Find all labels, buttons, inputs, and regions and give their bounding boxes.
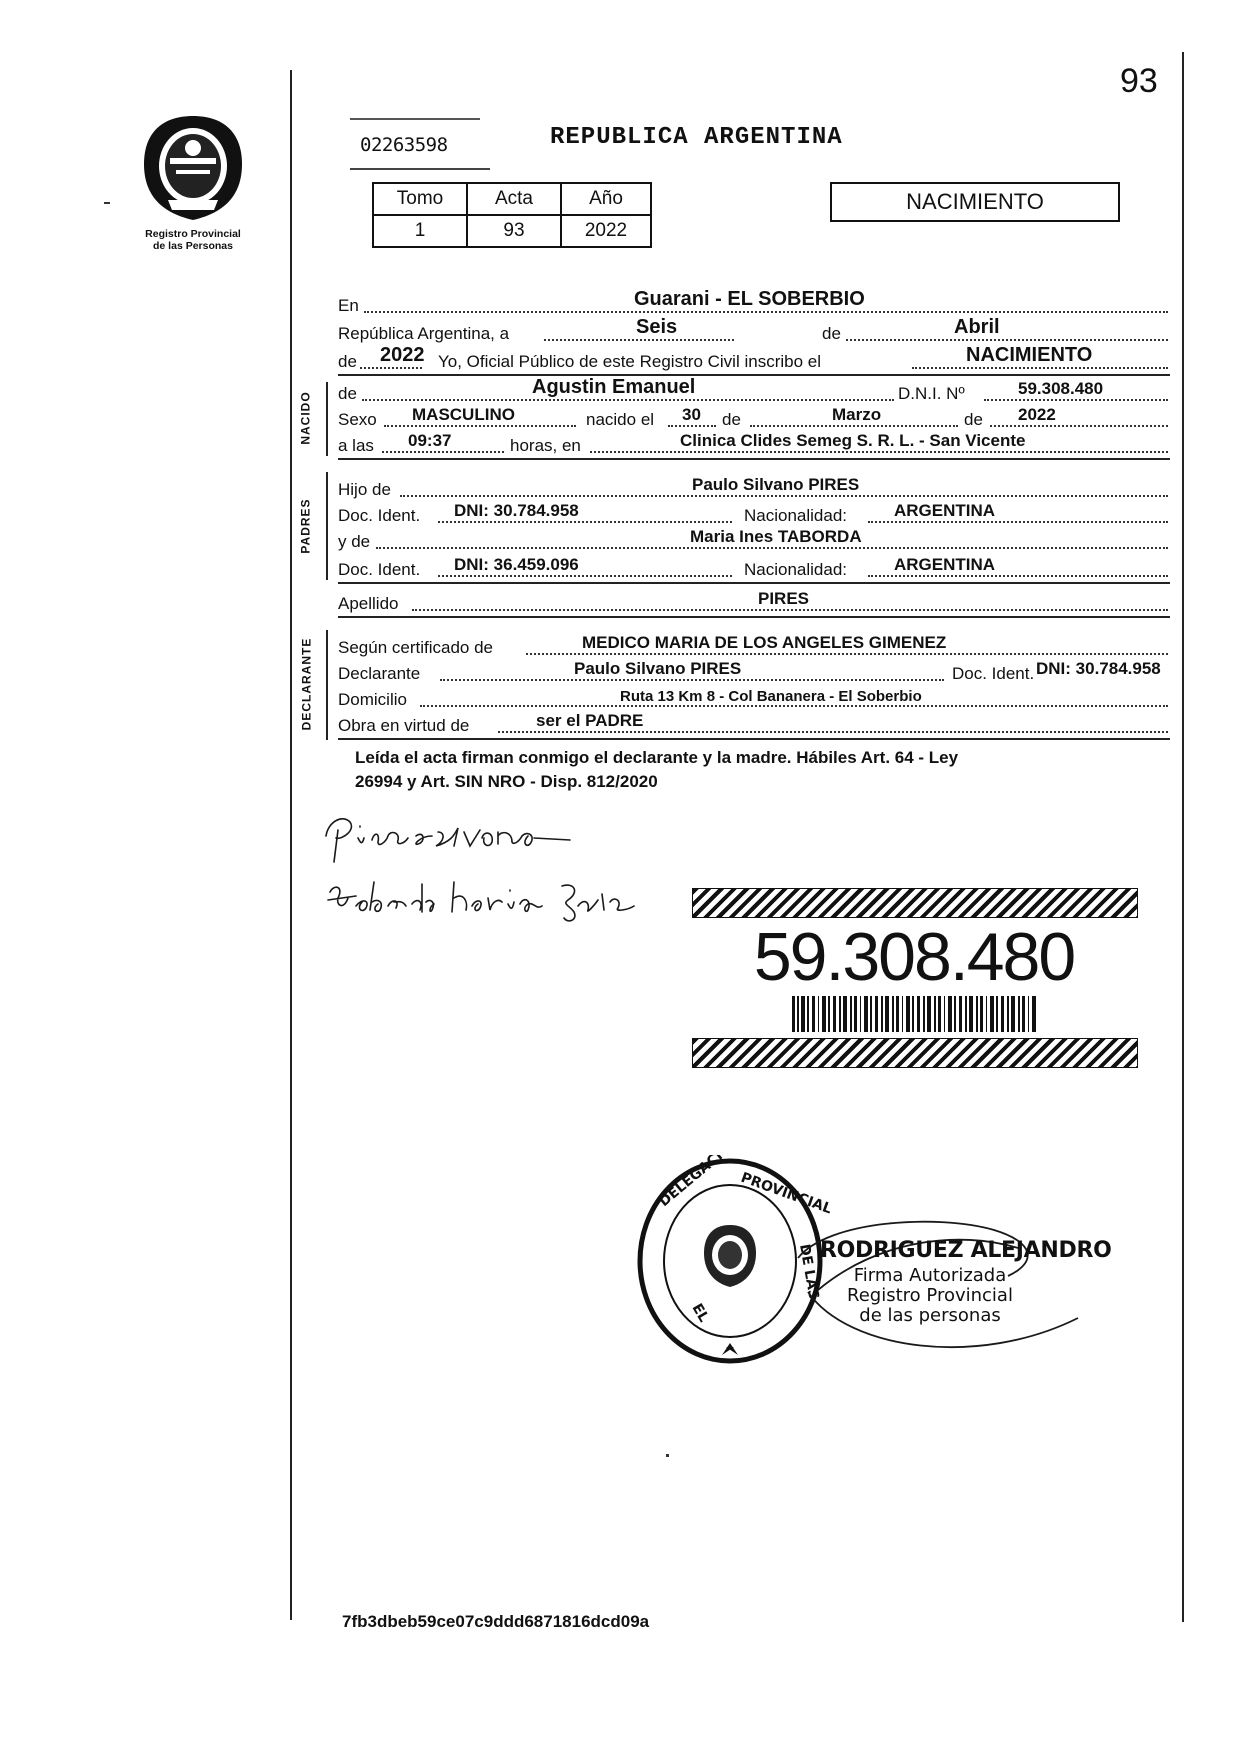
- row-anio: [338, 346, 1168, 372]
- left-margin-line: [290, 70, 292, 1620]
- row-nacido-nombre: [338, 378, 1168, 404]
- dots: [590, 451, 1168, 453]
- value-mes: Abril: [954, 316, 1000, 338]
- label-de: de: [964, 410, 983, 429]
- right-margin-line: [1182, 52, 1184, 1622]
- dots: [498, 731, 1168, 733]
- value-domicilio: Ruta 13 Km 8 - Col Bananera - El Soberbio: [620, 688, 922, 705]
- value-madre-doc: DNI: 36.459.096: [454, 555, 579, 574]
- section-label-declarante: DECLARANTE: [299, 637, 314, 731]
- label-sexo: Sexo: [338, 410, 377, 429]
- serial-number: 02263598: [360, 134, 448, 156]
- firma-line1: Firma Autorizada: [853, 1265, 1007, 1286]
- value-certificado: MEDICO MARIA DE LOS ANGELES GIMENEZ: [582, 633, 947, 652]
- label-republica: República Argentina, a: [338, 324, 510, 343]
- row-hijo-de: [338, 474, 1168, 500]
- row-padre-doc: [338, 500, 1168, 526]
- label-yo: Yo, Oficial Público de este Registro Civil inscribo el: [438, 352, 821, 371]
- logo-caption-line1: Registro Provincial: [145, 228, 241, 240]
- label-apellido: Apellido: [338, 594, 399, 613]
- page-number: 93: [1120, 62, 1158, 100]
- serial-box: [350, 112, 490, 174]
- authorized-signature: [800, 1200, 1130, 1370]
- row-en: [338, 290, 1168, 316]
- section-bar-nacido: [326, 382, 328, 456]
- row-domicilio: [338, 684, 1168, 710]
- dots: [362, 399, 894, 401]
- dots: [412, 609, 1168, 611]
- value-anio-acta: 2022: [380, 344, 425, 366]
- value-lugar-nac: Clinica Clides Semeg S. R. L. - San Vicente: [680, 431, 1026, 450]
- registry-table: [372, 182, 652, 248]
- logo-caption: [130, 228, 256, 252]
- dots: [382, 451, 504, 453]
- registry-table-header: [373, 183, 651, 215]
- label-doc-ident: Doc. Ident.: [338, 506, 421, 525]
- dots: [438, 575, 732, 577]
- separator-2: [338, 458, 1170, 460]
- section-bar-padres: [326, 472, 328, 580]
- document-hash: 7fb3dbeb59ce07c9ddd6871816dcd09a: [342, 1612, 650, 1631]
- dots: [440, 679, 944, 681]
- dots: [990, 425, 1168, 427]
- barcode-number: 59.308.480: [753, 919, 1075, 995]
- dots: [544, 339, 734, 341]
- svg-text:DE LAS: DE LAS: [796, 1242, 822, 1301]
- label-hijo-de: Hijo de: [338, 480, 391, 499]
- svg-text:PROVINCIAL: PROVINCIAL: [738, 1169, 830, 1218]
- section-bar-declarante: [326, 630, 328, 740]
- value-tipo: NACIMIENTO: [966, 344, 1093, 366]
- label-de: de: [338, 384, 357, 403]
- label-declarante: Declarante: [338, 664, 421, 683]
- label-doc-ident: Doc. Ident.: [952, 664, 1035, 683]
- header-acta: Acta: [467, 183, 561, 215]
- value-mes-nac: Marzo: [832, 405, 882, 424]
- label-segun: Según certificado de: [338, 638, 493, 657]
- label-dni: D.N.I. Nº: [898, 384, 965, 403]
- value-acta: 93: [467, 215, 561, 247]
- dots: [912, 367, 1168, 369]
- label-de2: de: [338, 352, 357, 371]
- value-sexo: MASCULINO: [412, 405, 515, 424]
- label-nacionalidad: Nacionalidad:: [744, 560, 848, 579]
- value-dni: 59.308.480: [1018, 379, 1104, 398]
- value-declarante-doc: DNI: 30.784.958: [1036, 659, 1161, 678]
- label-obra: Obra en virtud de: [338, 716, 470, 735]
- separator-3: [338, 582, 1170, 584]
- label-y-de: y de: [338, 532, 371, 551]
- label-de: de: [722, 410, 741, 429]
- label-doc-ident: Doc. Ident.: [338, 560, 421, 579]
- provincial-seal-icon: [130, 112, 256, 224]
- value-hora: 09:37: [408, 431, 452, 450]
- value-madre-nac: ARGENTINA: [894, 555, 996, 574]
- row-declarante: [338, 658, 1168, 684]
- handwritten-signatures: [322, 802, 682, 932]
- label-horas-en: horas, en: [510, 436, 581, 455]
- value-tomo: 1: [373, 215, 467, 247]
- label-nacionalidad: Nacionalidad:: [744, 506, 848, 525]
- separator-5: [338, 738, 1170, 740]
- registry-logo: [130, 112, 256, 252]
- value-madre: Maria Ines TABORDA: [690, 527, 862, 546]
- dots: [846, 339, 1168, 341]
- signature-drawing-icon: [322, 802, 682, 932]
- row-republica: [338, 318, 1168, 344]
- value-padre-doc: DNI: 30.784.958: [454, 501, 579, 520]
- section-label-nacido: NACIDO: [299, 391, 313, 445]
- value-nombre: Agustin Emanuel: [532, 376, 696, 398]
- dots: [420, 705, 1168, 707]
- barcode-bars-icon: [792, 996, 1038, 1032]
- dots: [668, 425, 716, 427]
- dots: [376, 547, 1168, 549]
- value-dia-nac: 30: [682, 405, 701, 424]
- act-type-box: NACIMIENTO: [830, 182, 1120, 222]
- value-anio-nac: 2022: [1018, 405, 1056, 424]
- barcode-stripe-bottom: [692, 1038, 1138, 1068]
- leida-text: [355, 746, 1155, 794]
- registry-table-values: [373, 215, 651, 247]
- dots: [364, 311, 1168, 313]
- dots: [868, 521, 1168, 523]
- row-apellido: [338, 588, 1168, 614]
- row-madre-doc: [338, 554, 1168, 580]
- value-anio: 2022: [561, 215, 651, 247]
- barcode-stripe-top: [692, 888, 1138, 918]
- leida-line2: 26994 y Art. SIN NRO - Disp. 812/2020: [355, 772, 658, 791]
- label-domicilio: Domicilio: [338, 690, 407, 709]
- label-nacido-el: nacido el: [586, 410, 655, 429]
- label-de: de: [822, 324, 841, 343]
- value-dia: Seis: [636, 316, 678, 338]
- separator-1: [338, 374, 1170, 376]
- value-padre: Paulo Silvano PIRES: [692, 475, 860, 494]
- firma-name: RODRIGUEZ ALEJANDRO: [820, 1238, 1112, 1263]
- label-en: En: [338, 296, 359, 315]
- dots: [526, 653, 1168, 655]
- header-tomo: Tomo: [373, 183, 467, 215]
- dots: [438, 521, 732, 523]
- svg-text:EL: EL: [688, 1301, 712, 1326]
- svg-text:DELEGACION: DELEGACION: [656, 1155, 745, 1211]
- dash-mark: [104, 202, 110, 204]
- serial-rule-bottom: [350, 168, 490, 170]
- dots: [750, 425, 958, 427]
- dot-mark: [666, 1454, 669, 1457]
- row-segun: [338, 632, 1168, 658]
- dots: [400, 495, 1168, 497]
- value-padre-nac: ARGENTINA: [894, 501, 996, 520]
- document-title: REPUBLICA ARGENTINA: [550, 124, 843, 151]
- row-obra: [338, 710, 1168, 736]
- firma-line2: Registro Provincial: [847, 1285, 1013, 1306]
- value-declarante: Paulo Silvano PIRES: [574, 659, 742, 678]
- dni-barcode: [692, 888, 1136, 1066]
- section-label-padres: PADRES: [299, 498, 313, 554]
- label-a-las: a las: [338, 436, 374, 455]
- dots: [984, 399, 1168, 401]
- row-hora: [338, 430, 1168, 456]
- row-sexo: [338, 404, 1168, 430]
- dots: [868, 575, 1168, 577]
- value-apellido: PIRES: [758, 589, 810, 608]
- dots: [360, 367, 422, 369]
- firma-line3: de las personas: [859, 1305, 1001, 1326]
- logo-caption-line2: de las Personas: [153, 240, 233, 252]
- value-obra: ser el PADRE: [536, 711, 644, 730]
- separator-4: [338, 616, 1170, 618]
- row-y-de: [338, 526, 1168, 552]
- header-anio: Año: [561, 183, 651, 215]
- value-lugar: Guarani - EL SOBERBIO: [634, 288, 865, 310]
- serial-rule-top: [350, 118, 480, 120]
- dots: [384, 425, 576, 427]
- leida-line1: Leída el acta firman conmigo el declarante y la madre. Hábiles Art. 64 - Ley: [355, 748, 959, 767]
